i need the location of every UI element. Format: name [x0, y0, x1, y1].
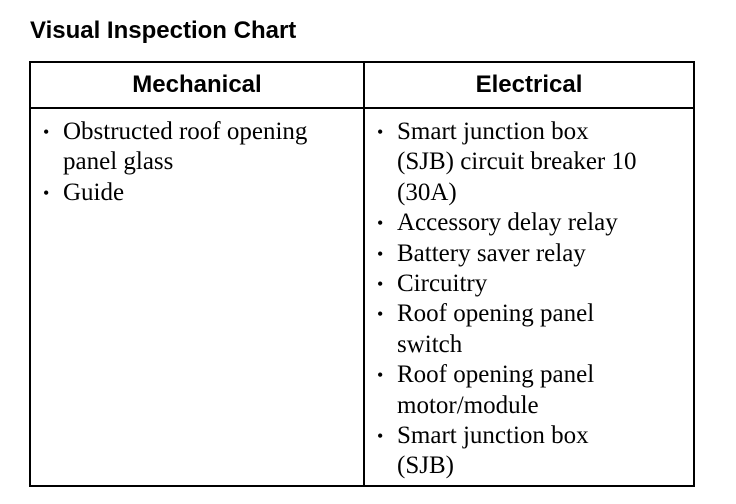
electrical-item-text: Accessory delay relay: [397, 209, 618, 237]
bullet-icon: •: [377, 213, 384, 234]
electrical-item-text: Circuitry: [397, 270, 488, 298]
electrical-item: [365, 299, 693, 360]
table-header-row: [31, 63, 693, 109]
electrical-item: [365, 269, 693, 299]
electrical-item: [365, 360, 693, 421]
electrical-item-text: Roof opening panel switch: [397, 300, 595, 358]
mechanical-column: [31, 109, 363, 208]
electrical-column: [365, 109, 693, 482]
mechanical-list: [31, 109, 363, 208]
bullet-icon: •: [377, 122, 384, 142]
electrical-item-text: Roof opening panel motor/module: [397, 361, 595, 419]
electrical-item-text: Battery saver relay: [397, 239, 586, 267]
header-electrical: Electrical: [475, 71, 583, 98]
electrical-item: [365, 421, 693, 482]
bullet-icon: •: [377, 274, 384, 295]
electrical-list: [365, 109, 693, 482]
mechanical-item: [31, 117, 363, 178]
bullet-icon: •: [43, 182, 50, 203]
mechanical-item: [31, 178, 363, 208]
mechanical-item-text: Guide: [63, 178, 125, 206]
bullet-icon: •: [377, 365, 384, 386]
bullet-icon: •: [377, 304, 384, 325]
inspection-table: [29, 61, 695, 487]
page-title: Visual Inspection Chart: [30, 17, 297, 44]
electrical-item: [365, 208, 693, 238]
electrical-item-text: Smart junction box (SJB): [397, 422, 589, 480]
electrical-item: [365, 117, 693, 208]
header-mechanical: Mechanical: [132, 71, 262, 98]
electrical-item: [365, 239, 693, 269]
electrical-item-text: Smart junction box (SJB) circuit breaker 10 (30A): [397, 118, 637, 206]
bullet-icon: •: [43, 122, 50, 142]
mechanical-item-text: Obstructed roof opening panel glass: [63, 118, 308, 176]
bullet-icon: •: [377, 243, 384, 264]
bullet-icon: •: [377, 426, 384, 447]
